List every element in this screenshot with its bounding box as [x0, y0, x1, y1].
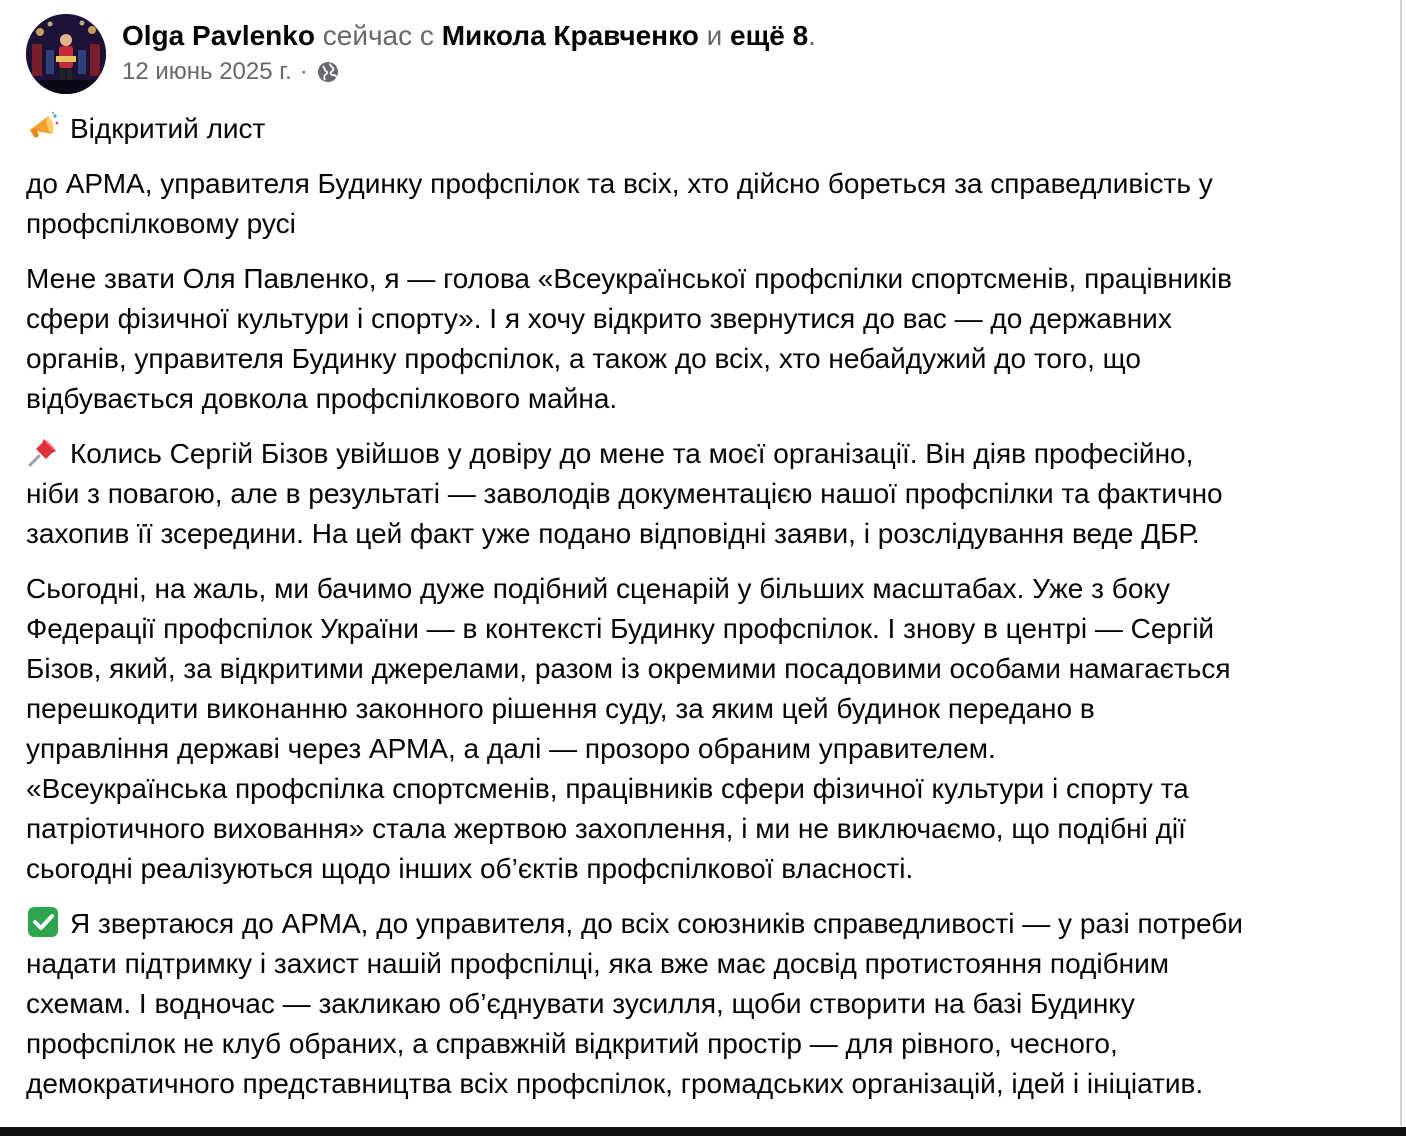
bottom-bar	[0, 1127, 1406, 1136]
and-text: и	[706, 20, 723, 51]
post-header-text	[122, 14, 816, 87]
author-name[interactable]: Olga Pavlenko	[122, 20, 315, 51]
check-mark-icon	[26, 905, 60, 939]
today-line: Сьогодні, на жаль, ми бачимо дуже подібний сценарій у більших масштабах. Уже з боку	[26, 573, 1170, 604]
today-paragraph	[26, 569, 1386, 889]
today-line: патріотичного виховання» стала жертвою захоплення, і ми не виключаємо, що подібні дії	[26, 813, 1186, 844]
story-line: захопив її зсередини. На цей факт уже подано відповідні заяви, і розслідування веде ДБР.	[26, 518, 1200, 549]
address-line: до АРМА, управителя Будинку профспілок та всіх, хто дійсно бореться за справедливість у	[26, 168, 1213, 199]
intro-line: Мене звати Оля Павленко, я — голова «Всеукраїнської профспілки спортсменів, працівників	[26, 263, 1232, 294]
appeal-paragraph	[26, 904, 1386, 1104]
story-line: ніби з повагою, але в результаті — заволодів документацією нашої профспілки та фактично	[26, 478, 1223, 509]
post-date[interactable]: 12 июнь 2025 г.	[122, 58, 292, 85]
avatar[interactable]	[26, 14, 106, 94]
today-line: сьогодні реалізуються щодо інших об’єктів профспілкової власності.	[26, 853, 914, 884]
post-meta-line	[122, 57, 816, 87]
post-title-paragraph	[26, 109, 1386, 149]
megaphone-icon	[26, 110, 60, 144]
intro-paragraph	[26, 259, 1386, 419]
appeal-line: демократичного представництва всіх профспілок, громадських організацій, ідей і ініціатив.	[26, 1068, 1204, 1099]
today-line: «Всеукраїнська профспілка спортсменів, працівників сфери фізичної культури і спорту та	[26, 773, 1189, 804]
avatar-image	[26, 14, 106, 94]
intro-line: сфери фізичної культури і спорту». І я хочу відкрито звернутися до вас — до державних	[26, 303, 1172, 334]
today-line: перешкодити виконанню законного рішення суду, за яким цей будинок передано в	[26, 693, 1095, 724]
tagged-person[interactable]: Микола Кравченко	[441, 20, 699, 51]
separator-dot: ·	[299, 58, 308, 85]
post-title: Відкритий лист	[70, 113, 266, 144]
address-line: профспілковому русі	[26, 208, 296, 239]
intro-line: відбувається довкола профспілкового майна.	[26, 383, 618, 414]
intro-line: органів, управителя Будинку профспілок, а також до всіх, хто небайдужий до того, що	[26, 343, 1141, 374]
appeal-line: Я звертаюся до АРМА, до управителя, до всіх союзників справедливості — у разі потреби	[70, 908, 1243, 939]
post-body	[26, 109, 1386, 1119]
today-line: Федерації профспілок України — в контексті Будинку профспілок. І знову в центрі — Сергій	[26, 613, 1215, 644]
story-line: Колись Сергій Бізов увійшов у довіру до мене та моєї організації. Він діяв професійно,	[70, 438, 1194, 469]
appeal-line: схемам. І водночас — закликаю об’єднувати зусилля, щоби створити на базі Будинку	[26, 988, 1135, 1019]
appeal-line: надати підтримку і захист нашій профспілці, яка вже має досвід протистояння подібним	[26, 948, 1169, 979]
post-header	[26, 14, 816, 94]
others-link[interactable]: ещё 8	[730, 20, 809, 51]
story-paragraph	[26, 434, 1386, 554]
period: .	[808, 20, 816, 51]
today-line: управління державі через АРМА, а далі — прозоро обраним управителем.	[26, 733, 996, 764]
pushpin-icon	[26, 435, 60, 469]
post-author-line	[122, 18, 816, 54]
today-line: Бізов, який, за відкритими джерелами, разом із окремими посадовими особами намагається	[26, 653, 1231, 684]
globe-icon[interactable]	[316, 60, 340, 84]
address-paragraph	[26, 164, 1386, 244]
time-text: сейчас с	[322, 20, 434, 51]
appeal-line: профспілок не клуб обраних, а справжній відкритий простір — для рівного, чесного,	[26, 1028, 1118, 1059]
